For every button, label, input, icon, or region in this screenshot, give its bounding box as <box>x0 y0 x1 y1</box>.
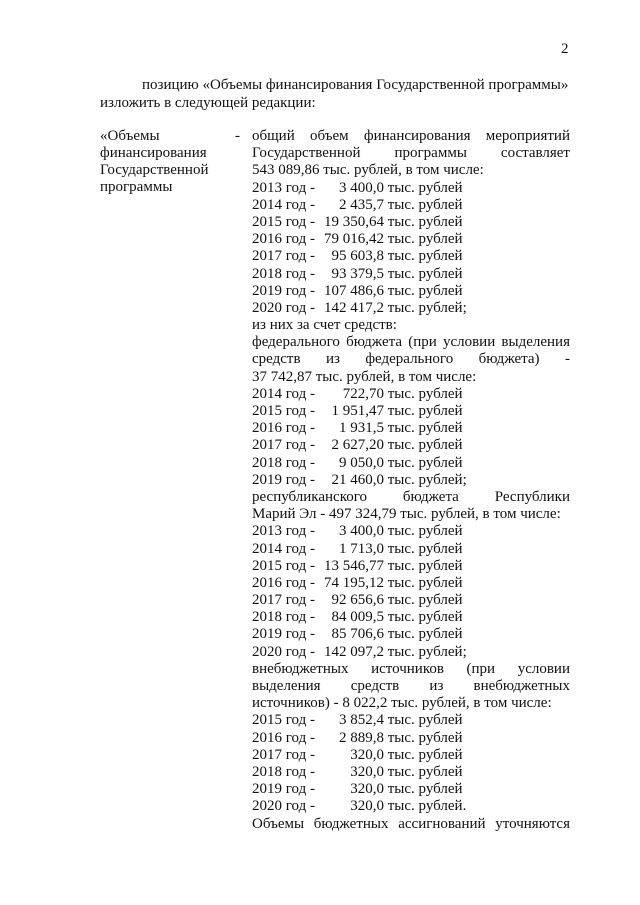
year-label: 2020 год - <box>252 798 315 815</box>
year-amount: 2 889,8 <box>339 729 384 746</box>
year-unit: тыс. рублей <box>384 712 463 729</box>
year-amount: 3 400,0 <box>339 523 384 540</box>
year-amount: 320,0 <box>350 781 384 798</box>
year-label: 2016 год - <box>252 574 315 591</box>
year-unit: тыс. рублей <box>384 609 463 626</box>
intro-line-2: изложить в следующей редакции: <box>100 95 316 111</box>
justified-line <box>252 351 570 368</box>
year-amount: 142 097,2 <box>324 643 384 660</box>
year-amount: 2 627,20 <box>331 437 384 454</box>
year-unit: тыс. рублей <box>384 179 463 196</box>
year-label: 2017 год - <box>252 746 315 763</box>
year-label: 2018 год - <box>252 454 315 471</box>
label-line: финансирования <box>100 145 207 161</box>
year-label: 2015 год - <box>252 403 315 419</box>
year-row <box>252 403 570 420</box>
year-row <box>252 626 570 643</box>
word: бюджета <box>346 334 403 351</box>
year-unit: тыс. рублей <box>384 574 463 591</box>
year-amount: 320,0 <box>350 746 384 763</box>
year-row <box>252 197 570 214</box>
year-amount: 95 603,8 <box>331 248 384 265</box>
year-row <box>252 266 570 283</box>
year-unit: тыс. рублей <box>384 196 463 213</box>
word: составляет <box>500 145 570 162</box>
word: (при <box>466 660 496 677</box>
year-unit: тыс. рублей <box>384 763 463 780</box>
year-row <box>252 283 570 300</box>
year-unit: тыс. рублей <box>384 746 463 763</box>
year-unit: тыс. рублей <box>384 523 463 540</box>
year-label: 2018 год - <box>252 609 315 626</box>
year-row <box>252 764 570 781</box>
year-row <box>252 386 570 403</box>
year-unit: тыс. рублей <box>384 265 463 282</box>
year-row <box>252 592 570 609</box>
year-amount: 1 951,47 <box>331 403 384 419</box>
text-line: из них за счет средств: <box>252 317 397 334</box>
year-unit: тыс. рублей <box>384 781 463 798</box>
year-label: 2019 год - <box>252 781 315 798</box>
year-unit: тыс. рублей <box>384 420 463 437</box>
word: выделения <box>252 678 321 694</box>
year-row <box>252 214 570 231</box>
year-unit: тыс. рублей. <box>384 798 467 815</box>
label-line: «Объемы <box>100 128 160 144</box>
year-label: 2015 год - <box>252 557 315 574</box>
year-label: 2016 год - <box>252 231 315 248</box>
year-amount: 142 417,2 <box>324 299 384 316</box>
year-amount: 84 009,5 <box>331 609 384 626</box>
year-amount: 74 195,12 <box>324 574 384 591</box>
year-amount: 1 713,0 <box>339 540 384 557</box>
year-label: 2017 год - <box>252 248 315 265</box>
label-line: программы <box>100 179 173 195</box>
word: - <box>564 351 570 368</box>
year-amount: 21 460,0 <box>331 471 384 488</box>
year-amount: 3 400,0 <box>339 179 384 196</box>
year-label: 2014 год - <box>252 385 315 402</box>
text-line: 37 742,87 тыс. рублей, в том числе: <box>252 368 477 385</box>
year-row <box>252 644 570 661</box>
year-label: 2020 год - <box>252 299 315 316</box>
word: Республики <box>494 488 570 505</box>
year-row <box>252 231 570 248</box>
year-label: 2019 год - <box>252 471 315 488</box>
year-amount: 1 931,5 <box>339 420 384 437</box>
word: Государственной <box>252 145 361 162</box>
year-label: 2013 год - <box>252 179 315 196</box>
year-amount: 3 852,4 <box>339 712 384 729</box>
year-row <box>252 541 570 558</box>
word: из <box>429 678 444 694</box>
year-unit: тыс. рублей <box>384 626 463 643</box>
year-amount: 85 706,6 <box>331 626 384 643</box>
label-line: Государственной <box>100 162 209 178</box>
year-label: 2017 год - <box>252 592 315 609</box>
word: мероприятий <box>485 128 570 144</box>
year-row <box>252 781 570 798</box>
word: общий <box>252 128 295 144</box>
word: условии <box>517 660 570 677</box>
year-row <box>252 747 570 764</box>
year-row <box>252 523 570 540</box>
year-unit: тыс. рублей <box>384 403 463 419</box>
justified-line <box>252 334 570 351</box>
year-row <box>252 730 570 747</box>
word: из <box>325 351 340 368</box>
year-label: 2019 год - <box>252 282 315 299</box>
word: объем <box>309 128 349 144</box>
word: выделения <box>501 334 570 351</box>
page-number: 2 <box>561 41 569 57</box>
year-unit: тыс. рублей; <box>384 471 467 488</box>
year-row <box>252 300 570 317</box>
year-row <box>252 180 570 197</box>
year-amount: 93 379,5 <box>331 265 384 282</box>
year-label: 2015 год - <box>252 213 315 230</box>
year-amount: 92 656,6 <box>331 592 384 609</box>
word: финансирования <box>363 128 471 144</box>
year-amount: 13 546,77 <box>324 557 384 574</box>
word: источников <box>371 660 444 677</box>
year-label: 2017 год - <box>252 437 315 454</box>
year-label: 2016 год - <box>252 420 315 437</box>
year-amount: 19 350,64 <box>324 213 384 230</box>
word: бюджета) <box>478 351 540 368</box>
year-row <box>252 437 570 454</box>
word: внебюджетных <box>473 678 570 694</box>
year-unit: тыс. рублей <box>384 557 463 574</box>
year-label: 2018 год - <box>252 763 315 780</box>
word: федерального <box>252 334 340 351</box>
word: средств <box>350 678 400 694</box>
justified-line <box>252 678 570 695</box>
word: федерального <box>365 351 454 368</box>
year-unit: тыс. рублей <box>384 231 463 248</box>
year-label: 2020 год - <box>252 643 315 660</box>
year-label: 2013 год - <box>252 523 315 540</box>
word: (при <box>408 334 437 351</box>
year-unit: тыс. рублей <box>384 540 463 557</box>
year-unit: тыс. рублей <box>384 729 463 746</box>
year-amount: 107 486,6 <box>324 282 384 299</box>
year-unit: тыс. рублей <box>384 454 463 471</box>
year-label: 2018 год - <box>252 265 315 282</box>
year-row <box>252 712 570 729</box>
year-amount: 2 435,7 <box>339 196 384 213</box>
justified-line <box>252 661 570 678</box>
year-label: 2019 год - <box>252 626 315 643</box>
year-row <box>252 798 570 815</box>
year-row <box>252 558 570 575</box>
year-amount: 9 050,0 <box>339 454 384 471</box>
intro-line-1: позицию «Объемы финансирования Государственной программы» <box>142 77 569 93</box>
year-amount: 320,0 <box>350 798 384 815</box>
justified-line <box>252 489 570 506</box>
year-unit: тыс. рублей; <box>384 643 467 660</box>
justified-line <box>252 128 570 145</box>
year-label: 2015 год - <box>252 712 315 729</box>
funding-label <box>100 128 230 196</box>
word: бюджета <box>402 488 459 505</box>
year-row <box>252 420 570 437</box>
word: условии <box>442 334 496 351</box>
year-row <box>252 455 570 472</box>
year-unit: тыс. рублей <box>384 437 463 454</box>
word: уточняются <box>495 815 570 832</box>
year-label: 2016 год - <box>252 729 315 746</box>
word: Объемы <box>252 815 305 832</box>
text-line: 543 089,86 тыс. рублей, в том числе: <box>252 162 484 179</box>
text-line: источников) - 8 022,2 тыс. рублей, в том числе: <box>252 695 552 712</box>
word: внебюджетных <box>252 660 349 677</box>
year-label: 2014 год - <box>252 540 315 557</box>
label-dash: - <box>235 128 240 144</box>
word: бюджетных <box>313 815 389 832</box>
year-label: 2014 год - <box>252 196 315 213</box>
year-row <box>252 472 570 489</box>
word: республиканского <box>252 488 367 505</box>
year-unit: тыс. рублей <box>384 248 463 265</box>
year-unit: тыс. рублей <box>384 282 463 299</box>
year-amount: 320,0 <box>350 763 384 780</box>
funding-content <box>252 128 570 833</box>
year-amount: 79 016,42 <box>324 231 384 248</box>
word: средств <box>252 351 301 368</box>
year-unit: тыс. рублей <box>384 213 463 230</box>
year-amount: 722,70 <box>342 385 384 402</box>
justified-line <box>252 816 570 833</box>
text-line: Марий Эл - 497 324,79 тыс. рублей, в том числе: <box>252 506 561 523</box>
year-row <box>252 609 570 626</box>
year-row <box>252 248 570 265</box>
year-unit: тыс. рублей; <box>384 299 467 316</box>
year-row <box>252 575 570 592</box>
justified-line <box>252 145 570 162</box>
word: ассигнований <box>398 815 486 832</box>
intro-paragraph <box>100 76 570 112</box>
year-unit: тыс. рублей <box>384 385 463 402</box>
word: программы <box>394 145 467 162</box>
year-unit: тыс. рублей <box>384 592 463 609</box>
